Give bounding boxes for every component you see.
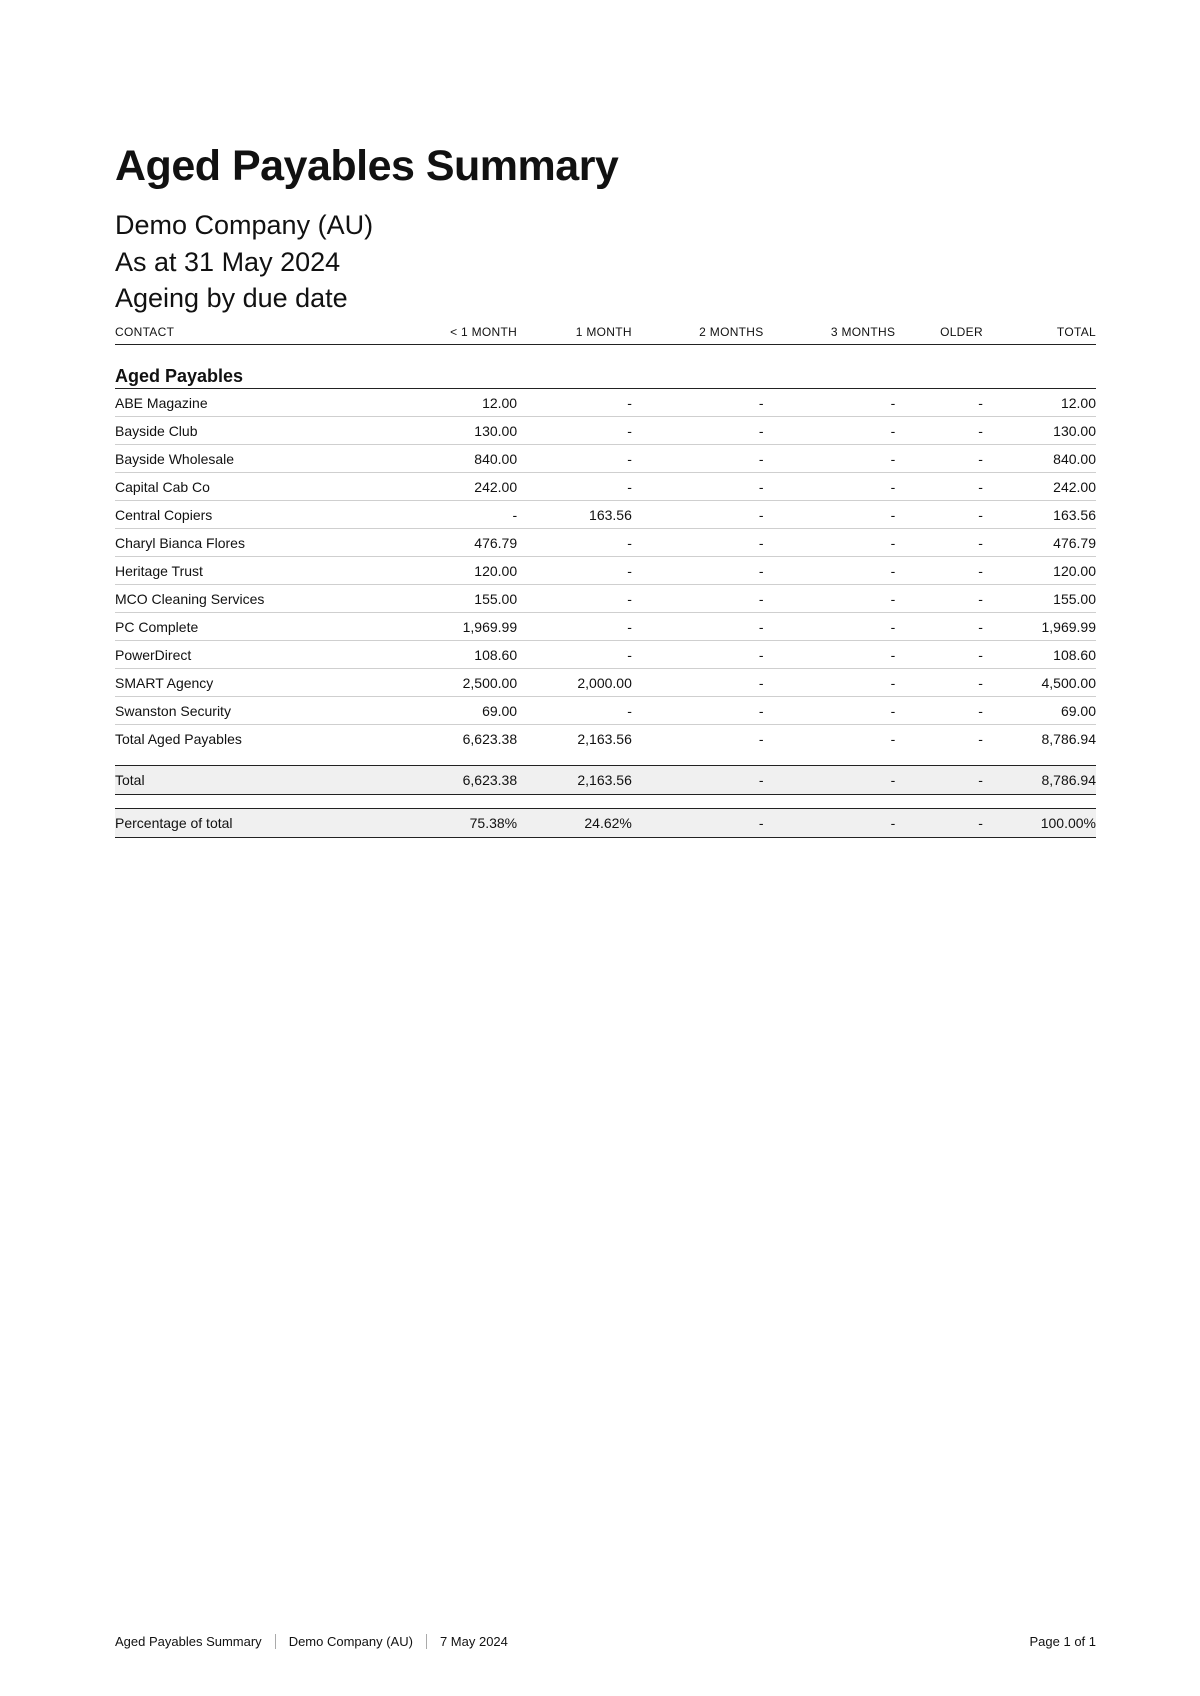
row-label: Central Copiers — [115, 501, 380, 529]
row-value: - — [517, 445, 632, 473]
table-row — [115, 669, 1096, 697]
row-value: 130.00 — [380, 417, 517, 445]
row-value: 163.56 — [983, 501, 1096, 529]
table-row — [115, 613, 1096, 641]
row-value: 1,969.99 — [983, 613, 1096, 641]
row-value: 130.00 — [983, 417, 1096, 445]
row-value: 840.00 — [380, 445, 517, 473]
row-value: - — [632, 473, 764, 501]
row-value: 840.00 — [983, 445, 1096, 473]
footer-report-name: Aged Payables Summary — [115, 1634, 262, 1649]
page-footer — [115, 1634, 1096, 1649]
row-value: - — [978, 730, 983, 747]
row-value: 2,163.56 — [577, 730, 632, 747]
row-value: 155.00 — [380, 585, 517, 613]
row-value: 242.00 — [380, 473, 517, 501]
row-value: - — [764, 669, 896, 697]
table-row — [115, 697, 1096, 725]
row-value: - — [764, 529, 896, 557]
row-value: - — [764, 473, 896, 501]
row-label: Bayside Wholesale — [115, 445, 380, 473]
row-label: PowerDirect — [115, 641, 380, 669]
table-row — [115, 529, 1096, 557]
row-value: - — [517, 613, 632, 641]
row-value: - — [895, 557, 983, 585]
row-value: 75.38% — [380, 809, 517, 838]
row-value: 120.00 — [380, 557, 517, 585]
total-row — [115, 766, 1096, 795]
row-label: Total Aged Payables — [115, 730, 242, 747]
row-value: 2,500.00 — [380, 669, 517, 697]
row-label: Percentage of total — [115, 809, 380, 838]
percentage-row — [115, 809, 1096, 838]
footer-company: Demo Company (AU) — [275, 1634, 426, 1649]
row-value: 8,786.94 — [983, 766, 1096, 795]
row-value: 155.00 — [983, 585, 1096, 613]
section-header-row — [115, 345, 1096, 389]
row-label: MCO Cleaning Services — [115, 585, 380, 613]
report-title: Aged Payables Summary — [115, 142, 619, 190]
row-value: - — [895, 501, 983, 529]
subtotal-row — [115, 725, 1096, 753]
row-value: - — [764, 585, 896, 613]
aged-payables-table — [115, 320, 1096, 838]
row-value: - — [895, 641, 983, 669]
table-row — [115, 473, 1096, 501]
row-value: 69.00 — [983, 697, 1096, 725]
row-value: - — [895, 473, 983, 501]
row-value: - — [517, 585, 632, 613]
row-value: - — [764, 417, 896, 445]
row-value: - — [895, 445, 983, 473]
row-value: - — [632, 501, 764, 529]
row-label: Charyl Bianca Flores — [115, 529, 380, 557]
row-value: - — [632, 697, 764, 725]
ageing-basis: Ageing by due date — [115, 283, 348, 313]
col-2-months: 2 MONTHS — [632, 320, 764, 345]
row-value: - — [895, 529, 983, 557]
table-row — [115, 641, 1096, 669]
spacer-cell — [115, 752, 1096, 766]
row-value: 108.60 — [983, 641, 1096, 669]
as-at-date: As at 31 May 2024 — [115, 247, 341, 277]
row-label: Capital Cab Co — [115, 473, 380, 501]
col-older: OLDER — [895, 320, 983, 345]
col-3-months: 3 MONTHS — [764, 320, 896, 345]
row-value: - — [895, 809, 983, 838]
row-value: 108.60 — [380, 641, 517, 669]
row-value: 476.79 — [380, 529, 517, 557]
footer-date: 7 May 2024 — [426, 1634, 521, 1649]
row-label: ABE Magazine — [115, 389, 380, 417]
row-value: - — [517, 641, 632, 669]
row-value: - — [758, 730, 764, 747]
row-value: 476.79 — [983, 529, 1096, 557]
row-value: 242.00 — [983, 473, 1096, 501]
row-value: - — [517, 529, 632, 557]
row-value: 163.56 — [517, 501, 632, 529]
row-value: - — [632, 669, 764, 697]
row-value: - — [632, 557, 764, 585]
spacer-row — [115, 752, 1096, 766]
row-value: 8,786.94 — [1041, 730, 1096, 747]
table-row — [115, 557, 1096, 585]
row-value: - — [517, 557, 632, 585]
row-value: - — [764, 445, 896, 473]
row-label: Swanston Security — [115, 697, 380, 725]
row-value: - — [632, 417, 764, 445]
row-label: SMART Agency — [115, 669, 380, 697]
row-value: - — [632, 809, 764, 838]
spacer-cell — [115, 795, 1096, 809]
section-title: Aged Payables — [115, 345, 1096, 389]
spacer-row — [115, 795, 1096, 809]
row-value: - — [632, 641, 764, 669]
row-label: Heritage Trust — [115, 557, 380, 585]
row-value: - — [895, 766, 983, 795]
table-header-row — [115, 320, 1096, 345]
col-less-1-month: < 1 MONTH — [380, 320, 517, 345]
row-value: - — [517, 697, 632, 725]
row-value: - — [517, 389, 632, 417]
row-value: - — [517, 473, 632, 501]
row-value: 12.00 — [380, 389, 517, 417]
row-value: 6,623.38 — [462, 730, 518, 747]
row-value: - — [517, 417, 632, 445]
row-value: - — [764, 766, 896, 795]
row-value: 2,000.00 — [517, 669, 632, 697]
row-value: - — [632, 529, 764, 557]
row-value: - — [895, 389, 983, 417]
row-label: Total — [115, 766, 380, 795]
row-value: - — [764, 809, 896, 838]
row-value: - — [895, 585, 983, 613]
table-row — [115, 445, 1096, 473]
row-value: - — [895, 669, 983, 697]
row-value: 69.00 — [380, 697, 517, 725]
col-1-month: 1 MONTH — [517, 320, 632, 345]
row-label: PC Complete — [115, 613, 380, 641]
row-value: - — [895, 697, 983, 725]
col-total: TOTAL — [983, 320, 1096, 345]
row-label: Bayside Club — [115, 417, 380, 445]
row-value: 1,969.99 — [380, 613, 517, 641]
row-value: - — [764, 641, 896, 669]
row-value: - — [632, 389, 764, 417]
footer-page-number: Page 1 of 1 — [1029, 1634, 1096, 1649]
row-value: 2,163.56 — [517, 766, 632, 795]
company-name: Demo Company (AU) — [115, 210, 374, 240]
table-row — [115, 389, 1096, 417]
row-value: 120.00 — [983, 557, 1096, 585]
row-value: - — [632, 613, 764, 641]
row-value: 12.00 — [983, 389, 1096, 417]
row-value: - — [632, 585, 764, 613]
table-row — [115, 585, 1096, 613]
col-contact: CONTACT — [115, 320, 380, 345]
row-value: - — [764, 501, 896, 529]
row-value: 6,623.38 — [380, 766, 517, 795]
row-value: - — [895, 613, 983, 641]
row-value: 100.00% — [983, 809, 1096, 838]
row-value: - — [764, 697, 896, 725]
row-value: 24.62% — [517, 809, 632, 838]
row-value: - — [632, 445, 764, 473]
row-value: - — [764, 389, 896, 417]
table-row — [115, 417, 1096, 445]
table-row — [115, 501, 1096, 529]
row-value: 4,500.00 — [983, 669, 1096, 697]
row-value: - — [632, 766, 764, 795]
row-value: - — [764, 557, 896, 585]
row-value: - — [895, 417, 983, 445]
row-value: - — [380, 501, 517, 529]
row-value: - — [890, 730, 896, 747]
row-value: - — [764, 613, 896, 641]
